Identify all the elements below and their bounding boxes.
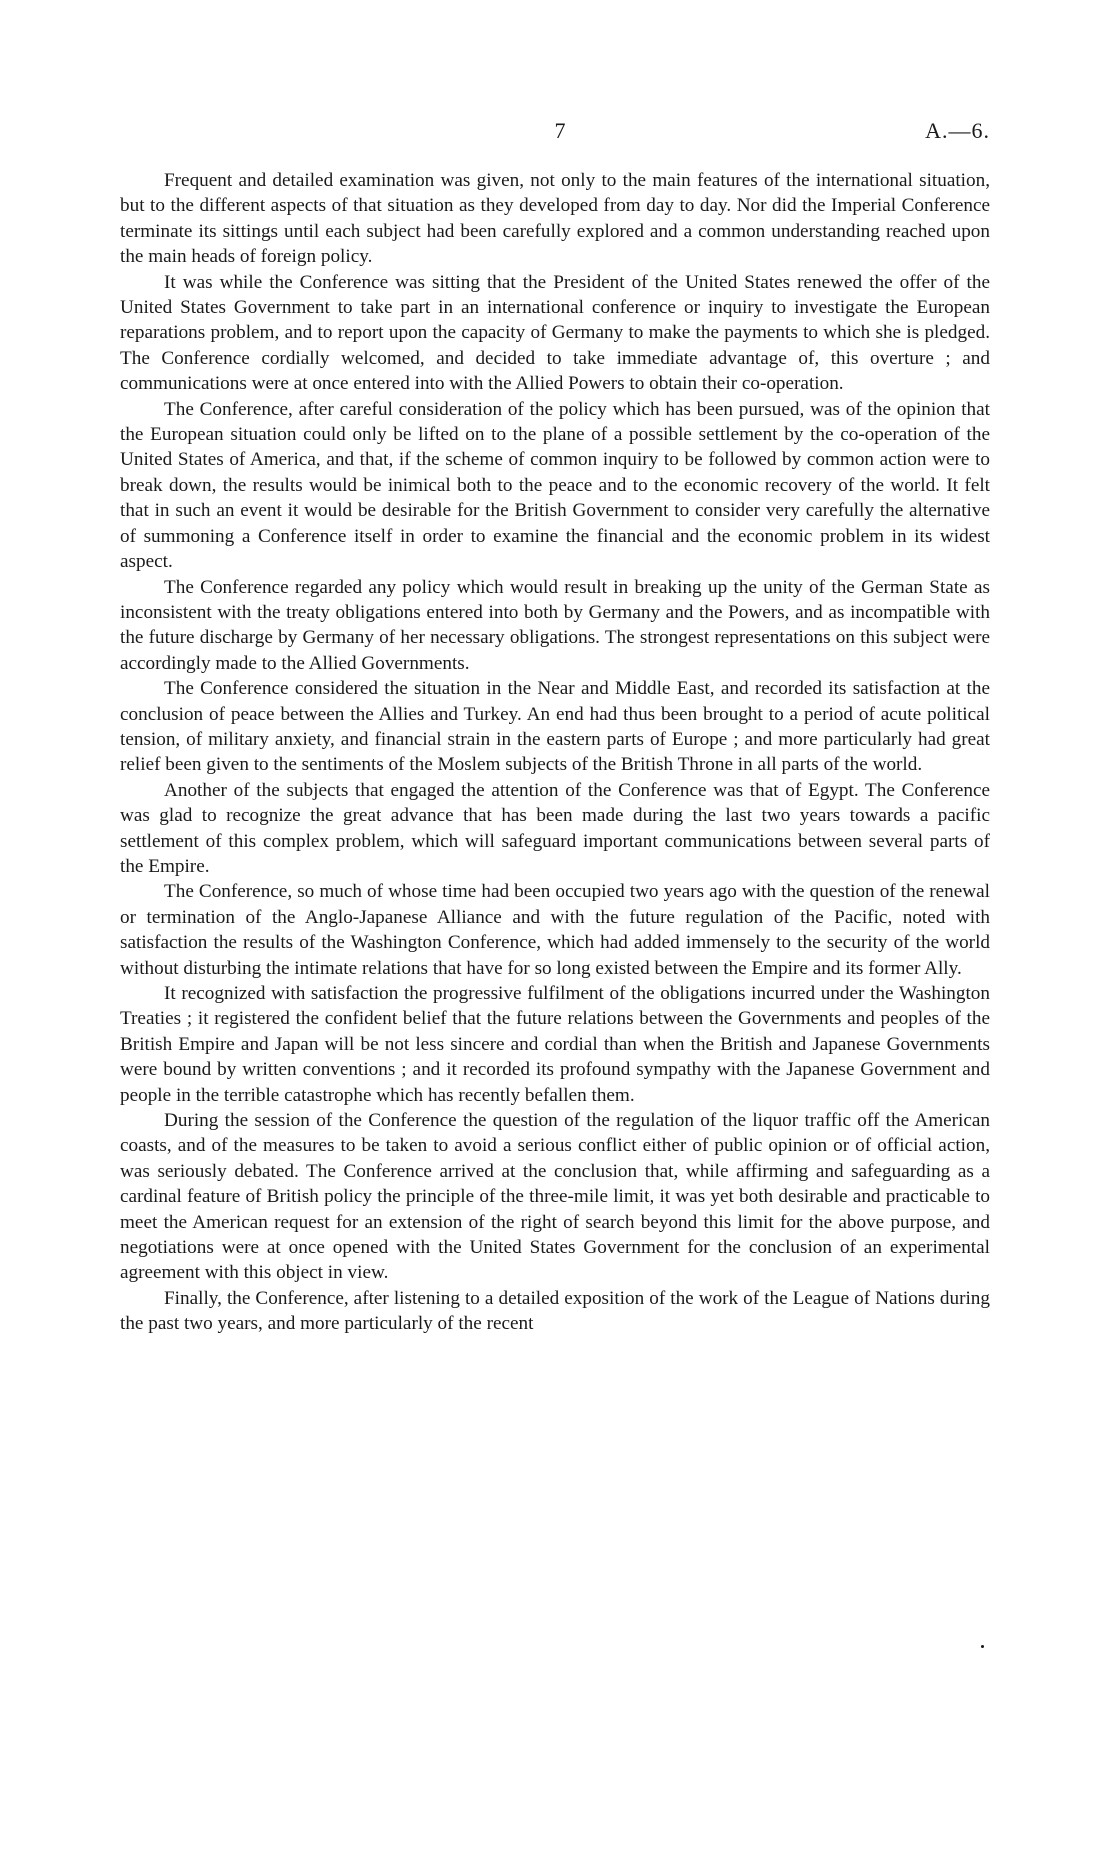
body-text <box>120 168 990 1337</box>
paragraph: It was while the Conference was sitting that the President of the United States renewed the offer of the United States Government to take part in an international conference or inquiry to investigate the European reparations problem, and to report upon the capacity of Germany to make the payments to which she is pledged. The Conference cordially welcomed, and decided to take immediate advantage of, this overture ; and communications were at once entered into with the Allied Powers to obtain their co-operation. <box>120 271 990 395</box>
paragraph: The Conference considered the situation in the Near and Middle East, and recorded its satisfaction at the conclusion of peace between the Allies and Turkey. An end had thus been brought to a period of acute political tension, of military anxiety, and financial strain in the eastern parts of Europe ; and more particularly had great relief been given to the sentiments of the Moslem subjects of the British Throne in all parts of the world. <box>120 678 990 776</box>
document-reference: A.—6. <box>925 118 990 143</box>
page-number: 7 <box>554 118 566 143</box>
paragraph: Another of the subjects that engaged the attention of the Conference was that of Egypt. The Conference was glad to recognize the great advance that has been made during the last two years towards a pacific settlement of this complex problem, which will safeguard important communications between several parts of the Empire. <box>120 779 990 877</box>
page-header <box>120 118 990 148</box>
print-speck <box>981 1645 984 1648</box>
paragraph: The Conference, so much of whose time had been occupied two years ago with the question of the renewal or termination of the Anglo-Japanese Alliance and with the future regulation of the Pacific, noted with satisfaction the results of the Washington Conference, which had added immensely to the security of the world without disturbing the intimate relations that have for so long existed between the Empire and its former Ally. <box>120 881 990 979</box>
paragraph: Frequent and detailed examination was given, not only to the main features of the international situation, but to the different aspects of that situation as they developed from day to day. Nor did the Imperial Conference terminate its sittings until each subject had been carefully explored and a common understanding reached upon the main heads of foreign policy. <box>120 170 990 268</box>
paragraph: The Conference regarded any policy which would result in breaking up the unity of the German State as inconsistent with the treaty obligations entered into both by Germany and the Powers, and as incompatible with the future discharge by Germany of her necessary obligations. The strongest representations on this subject were accordingly made to the Allied Governments. <box>120 576 990 674</box>
paragraph: It recognized with satisfaction the progressive fulfilment of the obligations incurred under the Washington Treaties ; it registered the confident belief that the future relations between the Governments and peoples of the British Empire and Japan will be not less sincere and cordial than when the British and Japanese Governments were bound by written conventions ; and it recorded its profound sympathy with the Japanese Government and people in the terrible catastrophe which has recently befallen them. <box>120 983 990 1106</box>
paragraph: Finally, the Conference, after listening to a detailed exposition of the work of the League of Nations during the past two years, and more particularly of the recent <box>120 1287 990 1335</box>
paragraph: During the session of the Conference the question of the regulation of the liquor traffic off the American coasts, and of the measures to be taken to avoid a serious conflict either of public opinion or of official action, was seriously debated. The Conference arrived at the conclusion that, while affirming and safeguarding as a cardinal feature of British policy the principle of the three-mile limit, it was yet both desirable and practicable to meet the American request for an extension of the right of search beyond this limit for the above purpose, and negotiations were at once opened with the United States Government for the conclusion of an experimental agreement with this object in view. <box>120 1110 990 1284</box>
paragraph: The Conference, after careful consideration of the policy which has been pursued, was of the opinion that the European situation could only be lifted on to the plane of a possible settlement by the co-operation of the United States of America, and that, if the scheme of common inquiry to be followed by common action were to break down, the results would be inimical both to the peace and to the economic recovery of the world. It felt that in such an event it would be desirable for the British Government to consider very carefully the alternative of summoning a Conference itself in order to examine the financial and the economic problem in its widest aspect. <box>120 398 990 573</box>
